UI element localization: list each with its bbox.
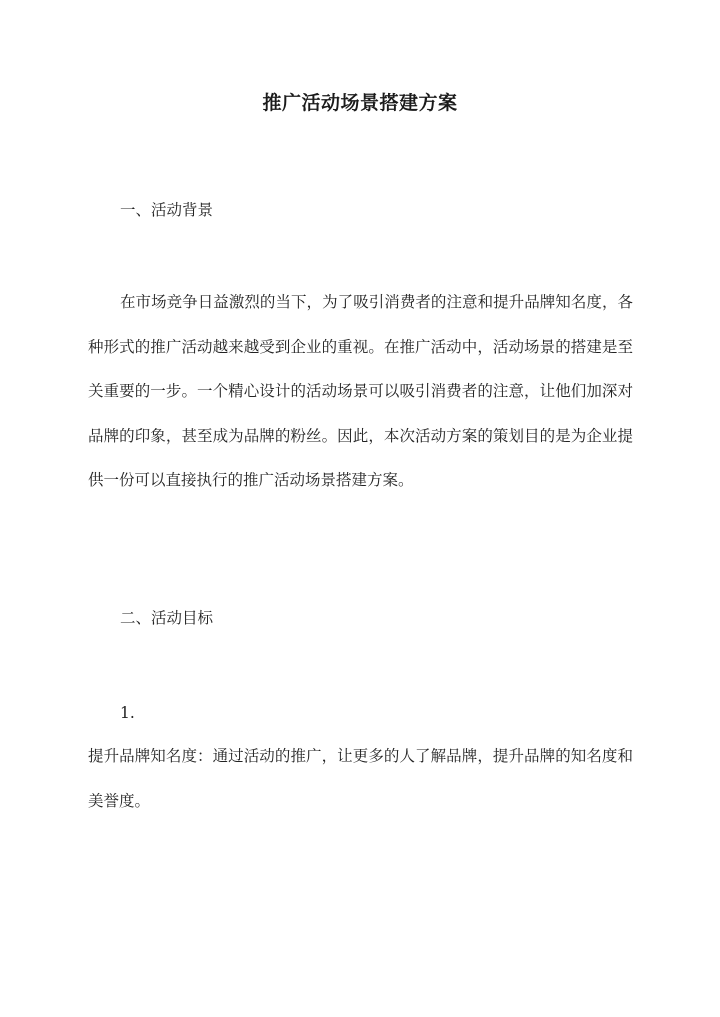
background-paragraph: 在市场竞争日益激烈的当下，为了吸引消费者的注意和提升品牌知名度，各种形式的推广活动越来越受到企业的重视。在推广活动中，活动场景的搭建是至关重要的一步。一个精心设计的活动场景可以吸引消费者的注意，让他们加深对品牌的印象，甚至成为品牌的粉丝。因此，本次活动方案的策划目的是为企业提供一份可以直接执行的推广活动场景搭建方案。 — [88, 293, 633, 489]
section-heading-background: 一、活动背景 — [120, 201, 214, 219]
document-title: 推广活动场景搭建方案 — [262, 92, 458, 114]
section-heading-goals: 二、活动目标 — [120, 609, 214, 627]
goal-item-text: 提升品牌知名度：通过活动的推广，让更多的人了解品牌，提升品牌的知名度和美誉度。 — [88, 747, 633, 810]
goal-item-number: 1. — [120, 704, 135, 722]
